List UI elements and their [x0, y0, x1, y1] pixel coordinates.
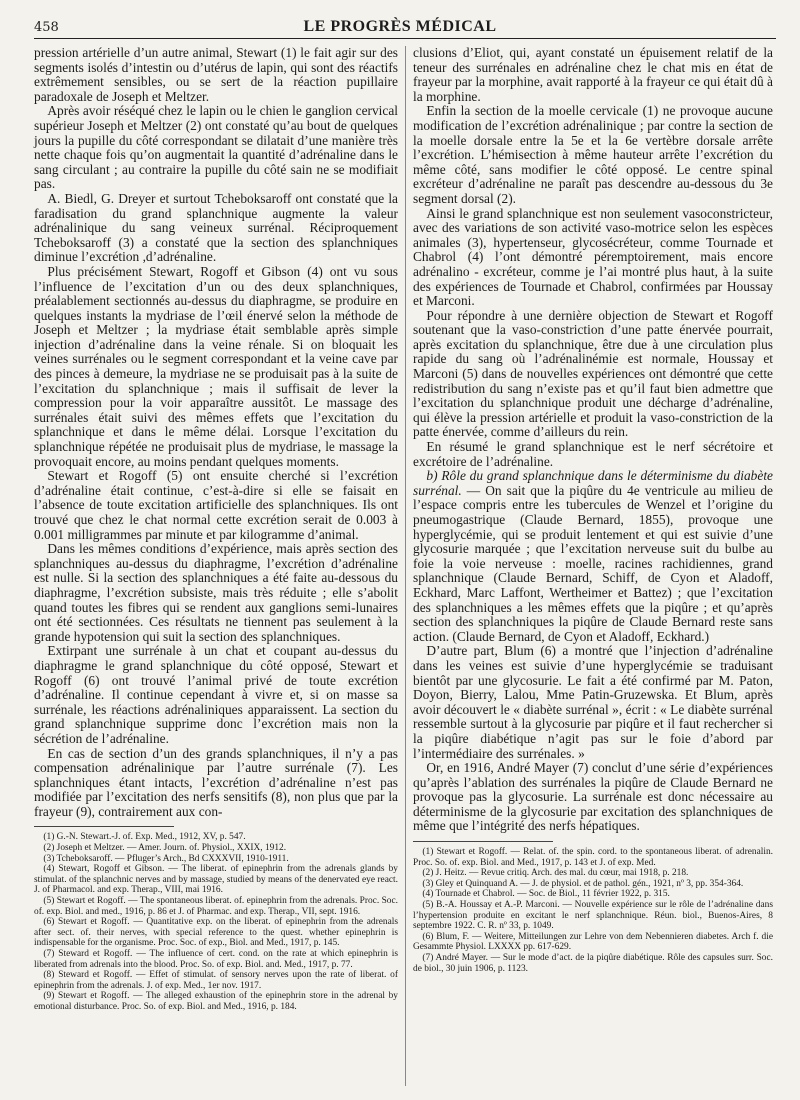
paragraph: Ainsi le grand splanchnique est non seulement vasoconstricteur, avec des variations de son activité vaso-motrice selon les espèces animales (3), hypertenseur, glycosécréteur, comme Tournade et Chabrol (4) l’ont démontré péremptoirement, mais encore adrénalino - excréteur, comme je l’ai montré plus haut, à la suite des expériences de Tournade et Chabrol, confirmées par Houssay et Marconi.: [413, 205, 773, 309]
section-heading: b) Rôle du grand splanchnique dans le déterminisme du diabète surrénal.: [413, 468, 773, 498]
footnote: (6) Blum, F. — Weitere, Mitteilungen zur Lehre von dem Nebennieren diabetes. Arch f. die Gesammte Physiol. LXXXX pp. 617-629.: [413, 931, 773, 953]
footnote: (2) Joseph et Meltzer. — Amer. Journ. of. Physiol., XXIX, 1912.: [43, 843, 287, 854]
paragraph: Plus précisément Stewart, Rogoff et Gibson (4) ont vu sous l’influence de l’excitation d’un ou des deux splanchniques, préalablement sectionnés au-dessus du diaphragme, se produire en quelques instants la mydriase de l’œil énervé selon la méthode de Joseph et Meltzer ; la mydriase était semblable après simple injection d’adrénaline dans la veine rénale. Si on bloquait les veines surrénales ou le segment correspondant et la veine cave par des pinces à demeure, la mydriase ne se produisait pas à la suite de l’excitation du splanchnique ; mais il suffisait de lever la compression pour la voir apparaître aussitôt. Le massage des surrénales était suivi des mêmes effets que l’excitation du splanchnique et dans le même délai. Lorsque l’excitation du splanchnique répétée ne produisait plus de mydriase, le massage la provoquait encore, au moins pendant quelques moments.: [34, 263, 398, 469]
footnote-rule: [413, 841, 553, 842]
footnote: (3) Tcheboksaroff. — Pfluger’s Arch., Bd CXXXVII, 1910-1911.: [43, 853, 289, 864]
footnote: (5) B.-A. Houssay et A.-P. Marconi. — Nouvelle expérience sur le rôle de l’adrénaline dans l’hypertension produite en excitant le nerf splanchnique. Réun. biol., Buenos-Aires, 8 septembre 1922. C. R. nº 33, p. 1049.: [413, 900, 773, 932]
footnote: (4) Tournade et Chabrol. — Soc. de Biol., 11 février 1922, p. 315.: [422, 889, 670, 900]
paragraph: Dans les mêmes conditions d’expérience, mais après section des splanchniques au-dessus du diaphragme, l’excrétion d’adrénaline est nulle. Si la section des splanchniques a été faite au-dessous du diaphragme, l’excrétion subsiste, mais très réduite ; elle s’abolit quand toutes les fibres qui se rendent aux ganglions semi-lunaires ont été sectionnées. Ces résultats ne tiennent pas seulement à la grande hypotension qui suit la section des splanchniques.: [34, 541, 398, 644]
paragraph: clusions d’Eliot, qui, ayant constaté un épuisement relatif de la teneur des surrénales en adrénaline chez le chat mis en état de frayeur par la morphine, avait rapporté à la frayeur ce qui était dû à la morphine.: [413, 45, 773, 104]
footnote: (4) Stewart, Rogoff et Gibson. — The liberat. of epinephrin from the adrenals glands by stimulat. of the splanchnic nerves and by massage, studied by means of the denervated eye react. J. of Pharmacol. and exp. Therap., VIII, mai 1916.: [34, 864, 398, 896]
footnote: (2) J. Heitz. — Revue critiq. Arch. des mal. du cœur, mai 1918, p. 218.: [422, 868, 689, 879]
footnote: (6) Stewart et Rogoff. — Quantitative exp. on the liberat. of epinephrin from the adrenals after sect. of. their nerves, with special reference to the quest. whether epinephrin is indispensable for the organisme. Proc. Soc. of exp., Biol. and Med., 1917, p. 145.: [34, 917, 398, 949]
page-header: [0, 16, 800, 38]
footnote: (1) Stewart et Rogoff. — Relat. of. the spin. cord. to the spontaneous liberat. of adrenalin. Proc. So. of. exp. Biol. and Med., 1917, p. 143 et J. of exp. Med.: [413, 847, 773, 868]
journal-title: LE PROGRÈS MÉDICAL: [303, 18, 497, 35]
paragraph: Stewart et Rogoff (5) ont ensuite cherché si l’excrétion d’adrénaline était continue, c’est-à-dire si elle se faisait en l’absence de toute excitation artificielle des splanchniques. Ils ont trouvé que chez le chat normal cette excrétion serait de 0.003 à 0.001 milligrammes par minute et par kilogramme d’animal.: [34, 468, 398, 542]
footnote: (7) André Mayer. — Sur le mode d’act. de la piqûre diabétique. Rôle des capsules surr. Soc. de biol., 30 juin 1906, p. 1123.: [413, 953, 773, 974]
paragraph: Extirpant une surrénale à un chat et coupant au-dessus du diaphragme le grand splanchnique du côté opposé, Stewart et Rogoff (6) ont trouvé l’animal privé de toute excrétion d’adrénaline. Il continue cependant à vivre et, si on masse sa surrénale, les réactions adrénaliniques apparaissent. La section du grand splanchnique supprime donc l’excrétion mais non la sécrétion de l’adrénaline.: [34, 643, 398, 746]
paragraph: pression artérielle d’un autre animal, Stewart (1) le fait agir sur des segments isolés d’intestin ou d’utérus de lapin, qui sont des réactifs extrêmement sensibles, ou se sert de la réaction pupillaire paradoxale de Joseph et Meltzer.: [34, 45, 398, 104]
paragraph: D’autre part, Blum (6) a montré que l’injection d’adrénaline dans les veines est suivie d’une hyperglycémie se traduisant bientôt par une glycosurie. Le fait a été confirmé par M. Paton, Doyon, Bierry, Lalou, Mme Patin-Gruzewska. Et Blum, après avoir découvert le « diabète surrénal », écrit : « Le diabète surrénal ressemble surtout à la glycosurie par piqûre et il faut rechercher si la piqûre diabétique n’agit pas sur le foie d’abord par l’intermédiaire des surrénales. »: [413, 643, 773, 761]
footnote: (1) G.-N. Stewart.-J. of. Exp. Med., 1912, XV, p. 547.: [43, 832, 246, 843]
paragraph: Pour répondre à une dernière objection de Stewart et Rogoff soutenant que la vaso-constriction d’une patte énervée pourrait, après excitation du splanchnique, être due à une circulation plus rapide du sang où l’adrénalinémie est normale, Houssay et Marconi (5) dans de nouvelles expériences ont démontré que cette redistribution du sang n’existe pas et qu’il faut bien admettre que l’excitation du splanchnique produit une décharge d’adrénaline, qui élève la pression artérielle et produit la vaso-constriction de la patte énervée, comme d’ailleurs du rein.: [413, 307, 773, 440]
footnote: (7) Steward et Rogoff. — The influence of cert. cond. on the rate at which epinephrin is liberated from adrenals into the blood. Proc. So. of exp. Biol. and. Med., 1917, p. 77.: [34, 949, 398, 970]
footnotes-left: [34, 832, 398, 1012]
footnotes-right: [413, 847, 773, 974]
paragraph: Enfin la section de la moelle cervicale (1) ne provoque aucune modification de l’excrétion adrénalinique ; par contre la section de la moelle dorsale entre la 5e et la 6e vertèbre dorsale arrête l’excrétion. L’hémisection à même hauteur arrête l’excrétion du même côté, sans modifier le côté opposé. Le centre spinal excréteur d’adrénaline ne paraît pas descendre au-dessous du 3e segment dorsal (2).: [413, 103, 773, 206]
page-number: 458: [34, 20, 59, 35]
right-column: [413, 46, 773, 974]
footnote-rule: [34, 826, 174, 827]
footnote: (3) Gley et Quinquand A. — J. de physiol. et de pathol. gén., 1921, nº 3, pp. 354-364.: [422, 878, 744, 889]
footnote: (9) Stewart et Rogoff. — The alleged exhaustion of the epinephrin store in the adrenal by emotional disturbance. Proc. So. of exp. Biol. and Med., 1916, p. 184.: [34, 991, 398, 1012]
paragraph: Or, en 1916, André Mayer (7) conclut d’une série d’expériences qu’après l’ablation des surrénales la piqûre de Claude Bernard ne provoque pas la glycosurie. La surrénale est donc nécessaire au déterminisme de la glycosurie par excitation des splanchniques de même que l’intégrité des nerfs hépatiques.: [413, 760, 773, 834]
footnote: (5) Stewart et Rogoff. — The spontaneous liberat. of. epinephrin from the adrenals. Proc. Soc. of. exp. Biol. and med., 1916, p. 86 et J. of Pharmac. and exp. Therap., VII, sept. 1916.: [34, 896, 398, 917]
paragraph: Après avoir réséqué chez le lapin ou le chien le ganglion cervical supérieur Joseph et Meltzer (2) ont constaté qu’au bout de quelques jours la pupille du côté correspondant se dilatait d’une manière très nette chaque fois qu’on augmentait la quantité d’adrénaline dans le sang circulant ; au contraire la pupille du côté sain ne se modifiait pas.: [34, 103, 398, 192]
header-rule: [34, 38, 776, 39]
paragraph: A. Biedl, G. Dreyer et surtout Tcheboksaroff ont constaté que la faradisation du grand splanchnique augmente la valeur adrénalinique du sang veineux surrénal. Réciproquement Tcheboksaroff (3) a constaté que la section des splanchniques diminue l’excrétion ,d’adrénaline.: [34, 190, 398, 265]
paragraph: En cas de section d’un des grands splanchniques, il n’y a pas compensation adrénalinique par l’autre surrénale (7). Les splanchniques étant intacts, l’excrétion d’adrénaline n’est pas modifiée par l’excitation des nerfs sensitifs (8), non plus que par la frayeur (9), contrairement aux con-: [34, 745, 398, 819]
column-divider: [405, 46, 406, 1086]
footnote: (8) Steward et Rogoff. — Effet of stimulat. of sensory nerves upon the rate of liberat. of epinephrin from the adrenals. J. of exp. Med., 1er nov. 1917.: [34, 970, 398, 991]
section-paragraph: [413, 469, 773, 644]
left-column: [34, 46, 398, 1013]
paragraph: En résumé le grand splanchnique est le nerf sécrétoire et excrétoire de l’adrénaline.: [413, 439, 773, 469]
section-text: — On sait que la piqûre du 4e ventricule au milieu de l’espace compris entre les tubercules de Wenzel et l’origine du pneumogastrique (Claude Bernard, 1855), provoque une hyperglycémie, qui se produit lentement et qui est suivie d’une glycosurie marquée ; que l’excitation nerveuse suit du bulbe au foie la voie nerveuse : moelle, racines rachidiennes, grand splanchnique (Claude Bernard, Schiff, de Cyon et Aladoff, Eckhard, Marc Laffont, Wertheimer et Battez) ; que l’excitation des splanchniques a les mêmes effets que la piqûre ; et qu’après section des splanchniques la piqûre de Claude Bernard reste sans action. (Claude Bernard, de Cyon et Aladoff, Eckhard.): [413, 482, 773, 644]
